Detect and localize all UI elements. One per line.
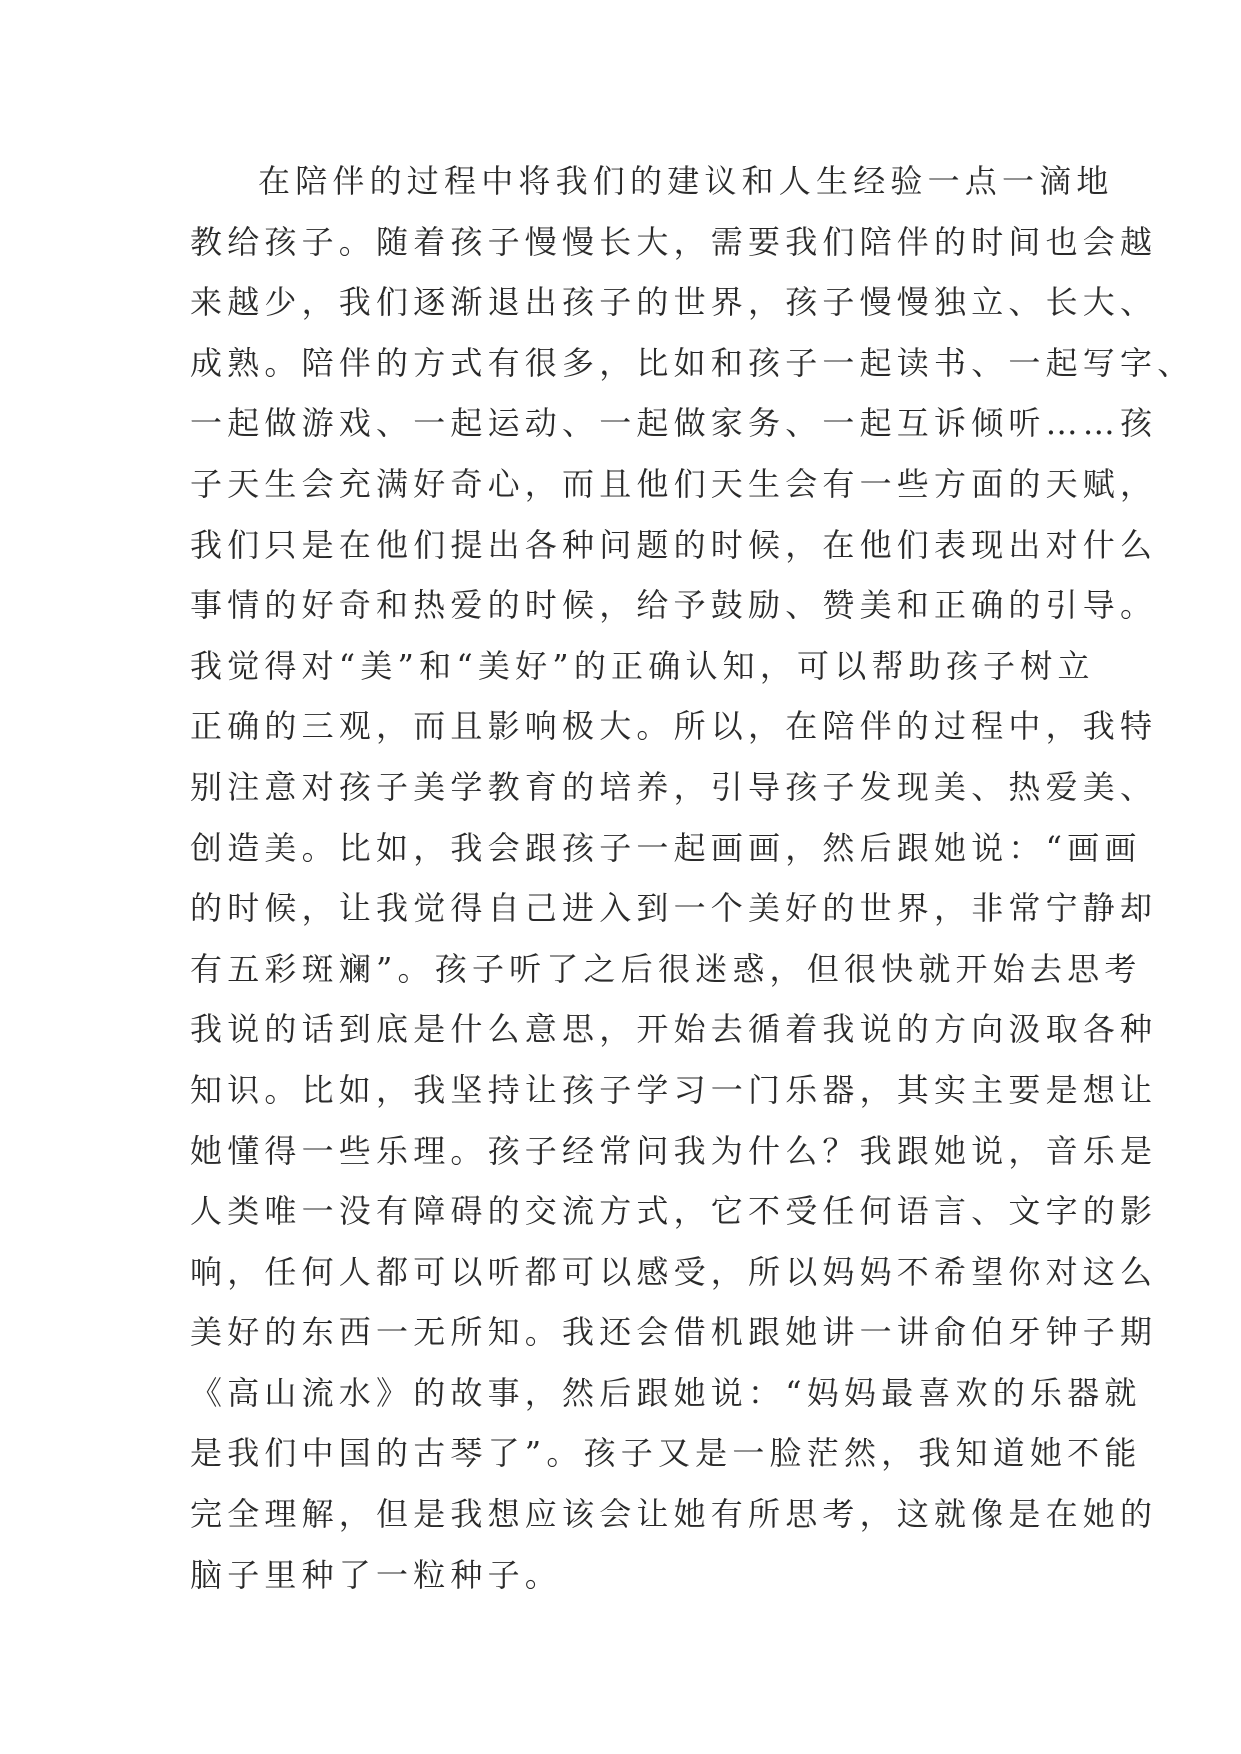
text-line: 完全理解，但是我想应该会让她有所思考，这就像是在她的 — [190, 1495, 1158, 1534]
text-line: 我们只是在他们提出各种问题的时候，在他们表现出对什么 — [190, 525, 1158, 564]
text-line: 《高山流水》的故事，然后跟她说：“妈妈最喜欢的乐器就 — [190, 1373, 1142, 1412]
text-line: 她懂得一些乐理。孩子经常问我为什么？我跟她说，音乐是 — [190, 1131, 1158, 1170]
text-line: 是我们中国的古琴了”。孩子又是一脸茫然，我知道她不能 — [190, 1434, 1142, 1473]
text-line: 别注意对孩子美学教育的培养，引导孩子发现美、热爱美、 — [190, 767, 1158, 806]
body-paragraph — [190, 162, 1195, 1616]
text-line: 人类唯一没有障碍的交流方式，它不受任何语言、文字的影 — [190, 1192, 1158, 1231]
text-line: 知识。比如，我坚持让孩子学习一门乐器，其实主要是想让 — [190, 1070, 1158, 1109]
text-line: 有五彩斑斓”。孩子听了之后很迷惑，但很快就开始去思考 — [190, 949, 1142, 988]
text-line: 来越少，我们逐渐退出孩子的世界，孩子慢慢独立、长大、 — [190, 283, 1158, 322]
text-line: 响，任何人都可以听都可以感受，所以妈妈不希望你对这么 — [190, 1252, 1158, 1291]
text-line: 创造美。比如，我会跟孩子一起画画，然后跟她说：“画画 — [190, 828, 1142, 867]
text-line: 我觉得对“美”和“美好”的正确认知，可以帮助孩子树立 — [190, 646, 1095, 685]
text-line: 教给孩子。随着孩子慢慢长大，需要我们陪伴的时间也会越 — [190, 222, 1158, 261]
text-line: 的时候，让我觉得自己进入到一个美好的世界，非常宁静却 — [190, 889, 1158, 928]
text-line: 我说的话到底是什么意思，开始去循着我说的方向汲取各种 — [190, 1010, 1158, 1049]
text-line: 成熟。陪伴的方式有很多，比如和孩子一起读书、一起写字、 — [190, 343, 1195, 382]
text-line: 脑子里种了一粒种子。 — [190, 1555, 563, 1594]
text-line: 美好的东西一无所知。我还会借机跟她讲一讲俞伯牙钟子期 — [190, 1313, 1158, 1352]
text-line: 正确的三观，而且影响极大。所以，在陪伴的过程中，我特 — [190, 707, 1158, 746]
text-line: 在陪伴的过程中将我们的建议和人生经验一点一滴地 — [258, 162, 1114, 200]
text-line: 一起做游戏、一起运动、一起做家务、一起互诉倾听……孩 — [190, 404, 1158, 443]
text-line: 事情的好奇和热爱的时候，给予鼓励、赞美和正确的引导。 — [190, 586, 1158, 625]
text-line: 子天生会充满好奇心，而且他们天生会有一些方面的天赋， — [190, 464, 1158, 503]
